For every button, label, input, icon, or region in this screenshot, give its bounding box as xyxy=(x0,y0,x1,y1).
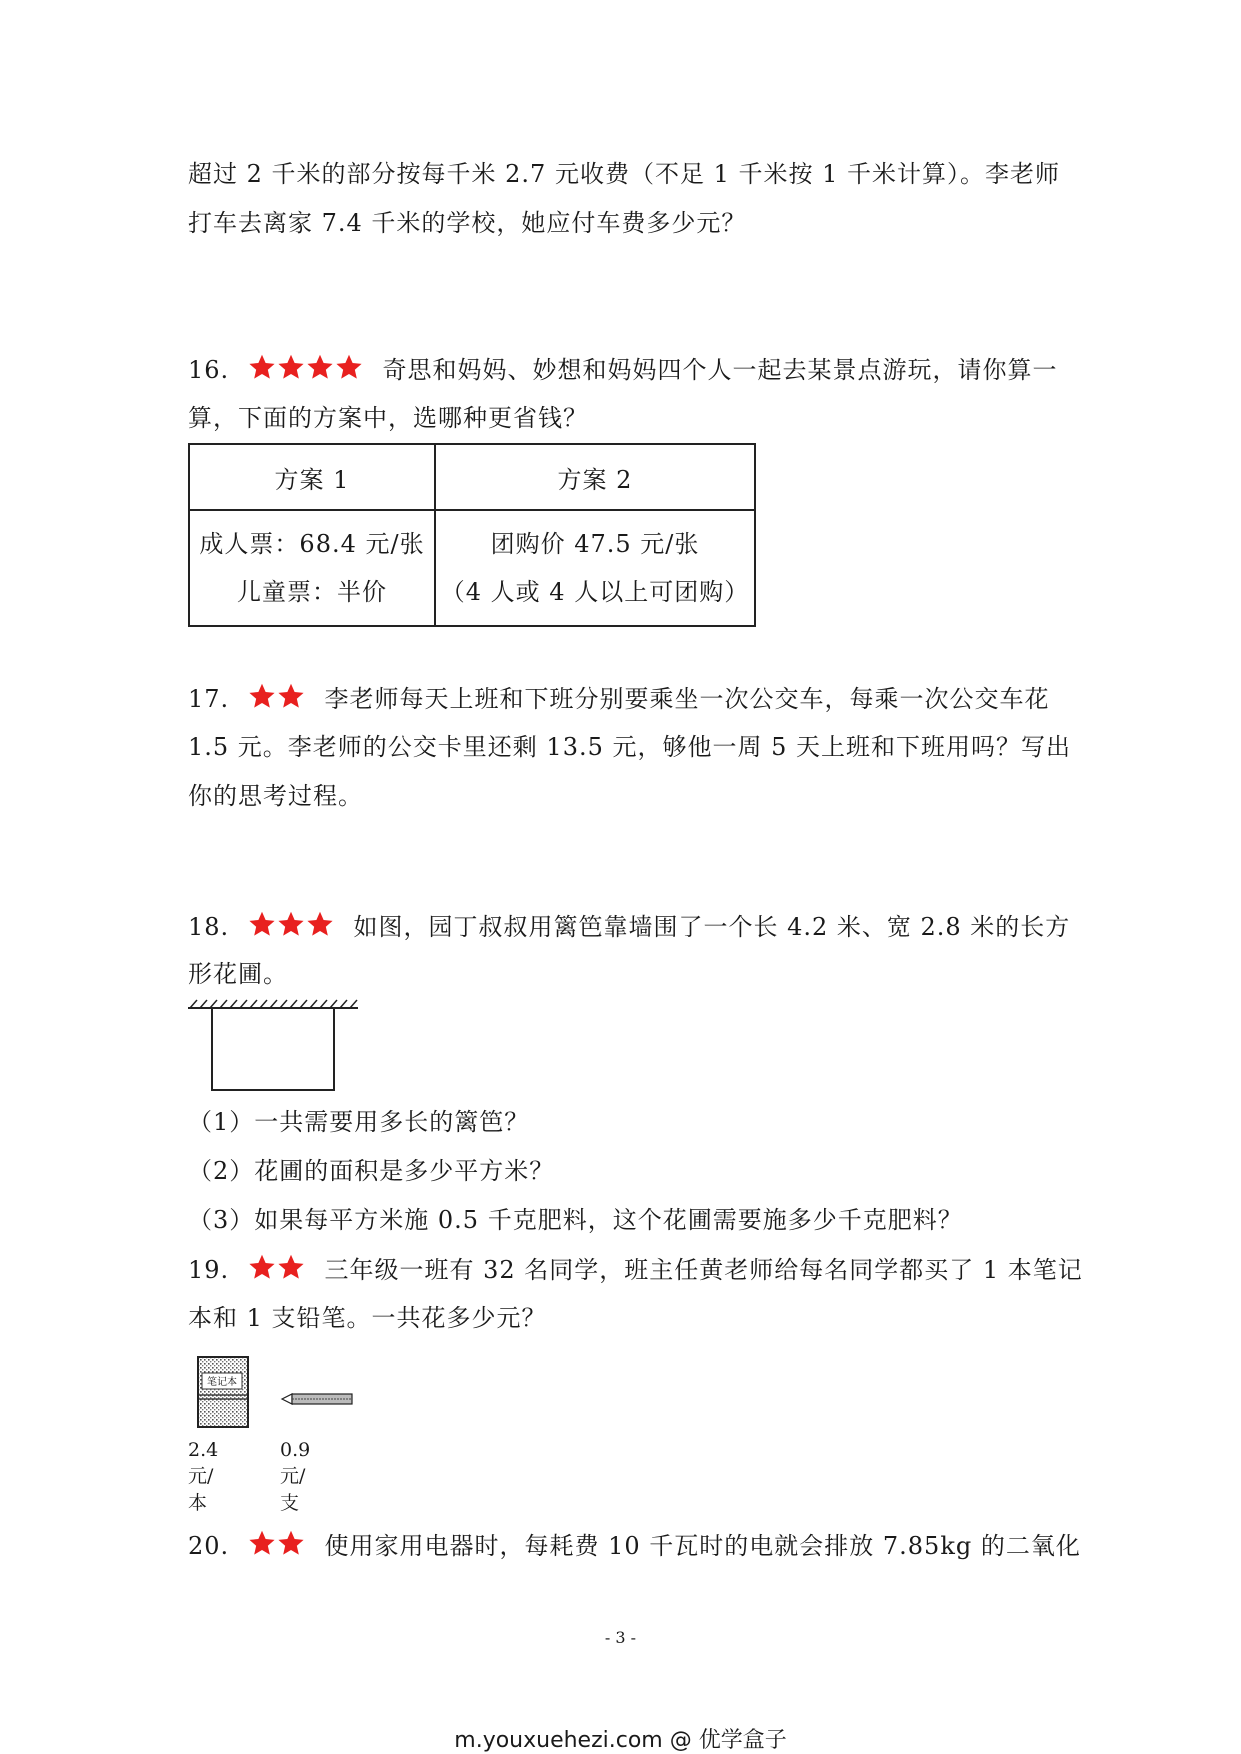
q16-number: 16. xyxy=(188,356,230,384)
plan-1-child-ticket: 儿童票：半价 xyxy=(237,578,387,606)
q16-text: 奇思和妈妈、妙想和妈妈四个人一起去某景点游玩，请你算一 xyxy=(382,356,1058,384)
q19-difficulty-stars xyxy=(248,1253,306,1289)
star-icon xyxy=(335,353,363,381)
q16-plan-table xyxy=(188,443,756,627)
q15-line-2: 打车去离家 7.4 千米的学校，她应付车费多少元？ xyxy=(188,209,747,237)
q17-line-2: 1.5 元。李老师的公交卡里还剩 13.5 元，够他一周 5 天上班和下班用吗？写出 xyxy=(188,733,1072,761)
star-icon xyxy=(248,353,276,381)
q18-line-1 xyxy=(188,910,1070,946)
notebook-icon xyxy=(196,1355,252,1431)
q17-line-3: 你的思考过程。 xyxy=(188,782,363,810)
plan-2-header: 方案 2 xyxy=(435,444,755,510)
q18-sub-3: （3）如果每平方米施 0.5 千克肥料，这个花圃需要施多少千克肥料？ xyxy=(188,1206,963,1234)
star-icon xyxy=(248,1253,276,1281)
q18-difficulty-stars xyxy=(248,910,335,946)
star-icon xyxy=(306,353,334,381)
star-icon xyxy=(277,1253,305,1281)
q19-line-2: 本和 1 支铅笔。一共花多少元？ xyxy=(188,1304,547,1332)
q19-text: 三年级一班有 32 名同学，班主任黄老师给每名同学都买了 1 本笔记 xyxy=(324,1256,1083,1284)
q16-line-1 xyxy=(188,353,1057,389)
plan-2-group-price: 团购价 47.5 元/张 xyxy=(490,530,700,558)
star-icon xyxy=(248,1529,276,1557)
q19-line-1 xyxy=(188,1253,1083,1289)
star-icon xyxy=(248,682,276,710)
q18-sub-2: （2）花圃的面积是多少平方米？ xyxy=(188,1157,555,1185)
q18-number: 18. xyxy=(188,913,230,941)
q16-line-2: 算，下面的方案中，选哪种更省钱？ xyxy=(188,404,588,432)
q19-number: 19. xyxy=(188,1256,230,1284)
q20-line-1 xyxy=(188,1529,1081,1565)
q17-line-1 xyxy=(188,682,1049,718)
q17-text: 李老师每天上班和下班分别要乘坐一次公交车，每乘一次公交车花 xyxy=(324,685,1050,713)
notebook-price: 2.4元/本 xyxy=(188,1439,219,1514)
q20-number: 20. xyxy=(188,1532,230,1560)
q16-difficulty-stars xyxy=(248,353,364,389)
plan-2-group-condition: （4 人或 4 人以上可团购） xyxy=(440,578,750,606)
page-number: - 3 - xyxy=(604,1628,637,1647)
pencil-icon xyxy=(280,1391,356,1407)
plan-2-detail xyxy=(435,510,755,626)
q18-sub-1: （1）一共需要用多长的篱笆？ xyxy=(188,1108,530,1136)
q15-line-1: 超过 2 千米的部分按每千米 2.7 元收费（不足 1 千米按 1 千米计算）。李老师 xyxy=(188,160,1061,188)
star-icon xyxy=(277,1529,305,1557)
garden-wall-diagram xyxy=(188,996,360,1092)
plan-1-detail xyxy=(189,510,435,626)
star-icon xyxy=(277,353,305,381)
q17-number: 17. xyxy=(188,685,230,713)
q17-difficulty-stars xyxy=(248,682,306,718)
q18-text: 如图，园丁叔叔用篱笆靠墙围了一个长 4.2 米、宽 2.8 米的长方 xyxy=(353,913,1071,941)
star-icon xyxy=(277,910,305,938)
star-icon xyxy=(248,910,276,938)
footer-watermark: m.youxuehezi.com @ 优学盒子 xyxy=(454,1728,787,1753)
plan-1-header: 方案 1 xyxy=(189,444,435,510)
q18-line-2: 形花圃。 xyxy=(188,960,288,988)
q20-text: 使用家用电器时，每耗费 10 千瓦时的电就会排放 7.85kg 的二氧化 xyxy=(324,1532,1081,1560)
pencil-price: 0.9元/支 xyxy=(280,1439,311,1514)
star-icon xyxy=(277,682,305,710)
q20-difficulty-stars xyxy=(248,1529,306,1565)
plan-1-adult-ticket: 成人票：68.4 元/张 xyxy=(199,530,425,558)
star-icon xyxy=(306,910,334,938)
notebook-cover-label: 笔记本 xyxy=(207,1377,237,1388)
